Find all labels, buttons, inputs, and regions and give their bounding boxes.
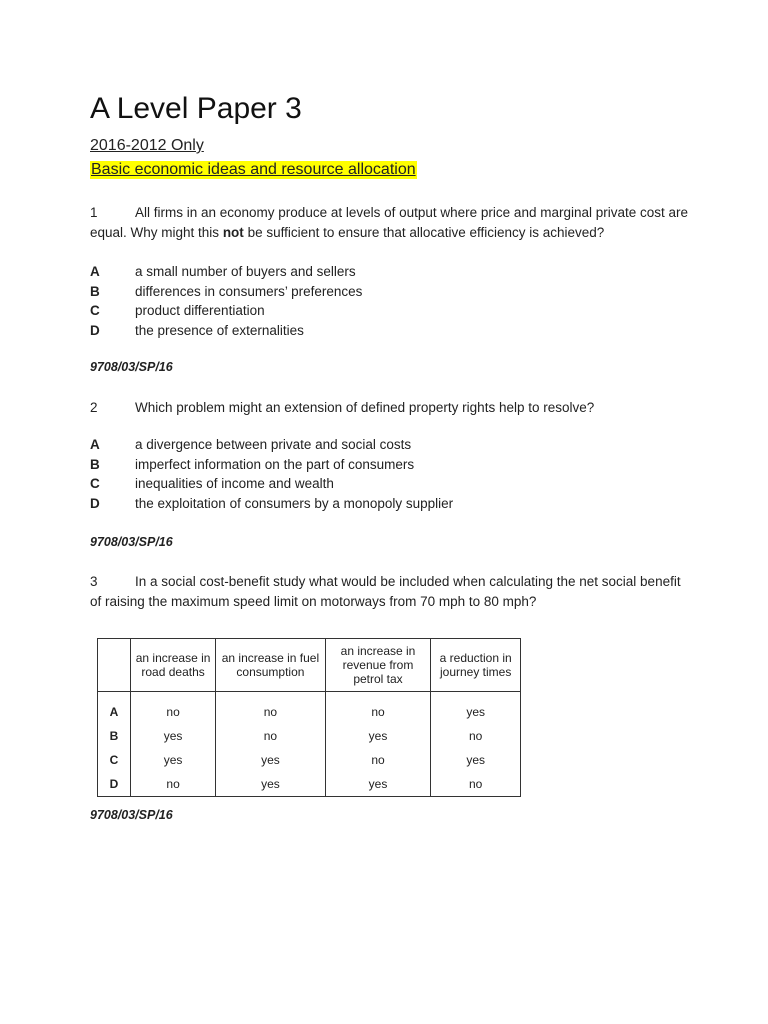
table-cell: no xyxy=(131,772,216,797)
question-number: 1 xyxy=(90,205,98,220)
option-letter: A xyxy=(90,437,100,452)
table-cell: yes xyxy=(325,724,431,748)
option-row xyxy=(90,321,362,341)
table-cell: yes xyxy=(216,748,325,772)
question-number: 2 xyxy=(90,400,98,415)
question-1-reference: 9708/03/SP/16 xyxy=(90,360,173,374)
option-row xyxy=(90,262,362,282)
column-header: an increase in road deaths xyxy=(131,639,216,692)
column-header: an increase in revenue from petrol tax xyxy=(325,639,431,692)
option-letter: B xyxy=(90,283,100,299)
question-2-reference: 9708/03/SP/16 xyxy=(90,535,173,549)
option-letter: D xyxy=(90,322,100,338)
table-cell: no xyxy=(325,692,431,725)
table-cell: yes xyxy=(131,724,216,748)
question-1-options xyxy=(90,262,362,340)
option-text: inequalities of income and wealth xyxy=(135,476,334,491)
question-3 xyxy=(90,572,690,612)
page-title: A Level Paper 3 xyxy=(90,92,302,125)
question-2 xyxy=(90,398,690,418)
question-text: All firms in an economy produce at levels of output where price and marginal private cost are equal. Why might this xyxy=(90,205,689,240)
option-row xyxy=(90,474,453,494)
row-letter: D xyxy=(98,772,131,797)
table-cell: yes xyxy=(325,772,431,797)
option-text: product differentiation xyxy=(135,303,265,318)
subtitle: 2016-2012 Only xyxy=(90,137,204,154)
option-text: a small number of buyers and sellers xyxy=(135,264,356,279)
table-row xyxy=(98,748,521,772)
option-text: differences in consumers’ preferences xyxy=(135,283,363,299)
question-2-options xyxy=(90,435,453,513)
option-row xyxy=(90,494,453,514)
table-cell: no xyxy=(216,692,325,725)
question-emphasis: not xyxy=(222,225,244,240)
table-cell: yes xyxy=(431,748,521,772)
row-letter: B xyxy=(98,724,131,748)
answer-table xyxy=(97,638,521,797)
table-cell: no xyxy=(216,724,325,748)
table-cell: no xyxy=(325,748,431,772)
table-row xyxy=(98,724,521,748)
section-heading: Basic economic ideas and resource allocation xyxy=(91,161,416,178)
option-row xyxy=(90,455,453,475)
column-header: an increase in fuel consumption xyxy=(216,639,325,692)
table-cell: yes xyxy=(216,772,325,797)
table-cell: yes xyxy=(431,692,521,725)
option-text: imperfect information on the part of consumers xyxy=(135,456,415,472)
option-letter: A xyxy=(90,264,100,279)
option-letter: C xyxy=(90,476,100,491)
option-letter: D xyxy=(90,495,100,511)
question-1 xyxy=(90,203,690,243)
table-header-row xyxy=(98,639,521,692)
table-row xyxy=(98,692,521,725)
row-letter: A xyxy=(98,692,131,725)
option-letter: C xyxy=(90,303,100,318)
option-row xyxy=(90,301,362,321)
question-number: 3 xyxy=(90,574,98,589)
question-text: Which problem might an extension of defined property rights help to resolve? xyxy=(135,400,595,415)
table-cell: no xyxy=(131,692,216,725)
table-corner-cell xyxy=(98,639,131,692)
question-text-end: be sufficient to ensure that allocative efficiency is achieved? xyxy=(243,225,605,240)
option-text: the presence of externalities xyxy=(135,322,304,338)
question-3-reference: 9708/03/SP/16 xyxy=(90,808,173,822)
option-row xyxy=(90,435,453,455)
row-letter: C xyxy=(98,748,131,772)
column-header: a reduction in journey times xyxy=(431,639,521,692)
table-cell: no xyxy=(431,772,521,797)
option-row xyxy=(90,282,362,302)
option-letter: B xyxy=(90,456,100,472)
question-text: In a social cost-benefit study what would be included when calculating the net social benefit of raising the maximum speed limit on motorways from 70 mph to 80 mph? xyxy=(90,574,681,609)
option-text: the exploitation of consumers by a monopoly supplier xyxy=(135,495,454,511)
option-text: a divergence between private and social costs xyxy=(135,437,412,452)
table-row xyxy=(98,772,521,797)
table-cell: no xyxy=(431,724,521,748)
table-cell: yes xyxy=(131,748,216,772)
